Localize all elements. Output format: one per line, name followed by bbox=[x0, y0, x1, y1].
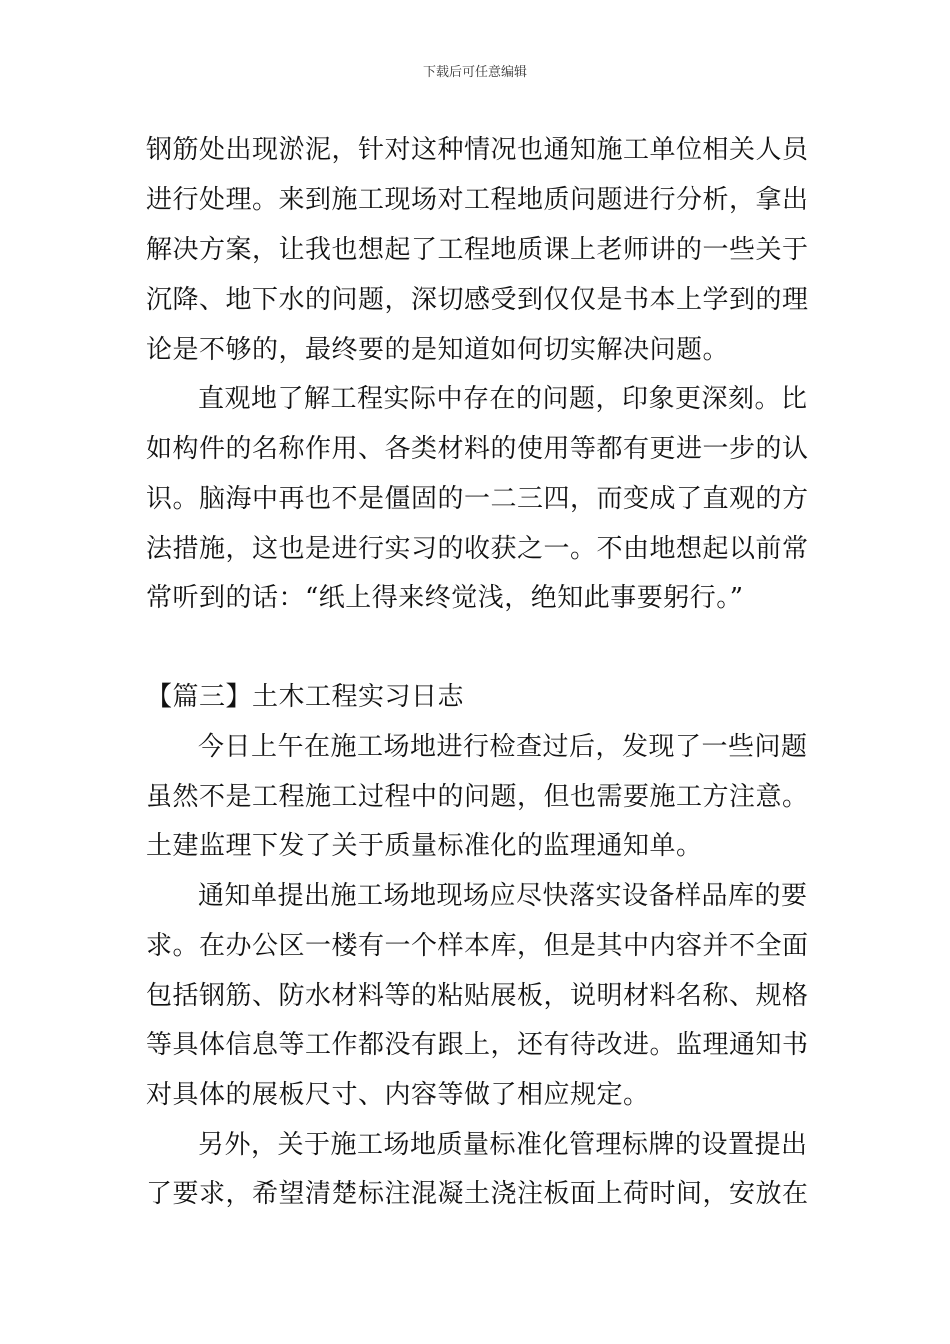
paragraph-line: 另外，关于施工场地质量标准化管理标牌的设置提出 bbox=[198, 1130, 808, 1160]
paragraph-line: 等具体信息等工作都没有跟上，还有待改进。监理通知书 bbox=[146, 1030, 809, 1060]
paragraph-line: 钢筋处出现淤泥，针对这种情况也通知施工单位相关人员 bbox=[146, 135, 809, 165]
paragraph-line: 法措施，这也是进行实习的收获之一。不由地想起以前常 bbox=[146, 534, 809, 564]
paragraph-line: 今日上午在施工场地进行检查过后，发现了一些问题 bbox=[198, 732, 808, 762]
section-heading: 【篇三】土木工程实习日志 bbox=[146, 682, 465, 712]
paragraph-line: 直观地了解工程实际中存在的问题，印象更深刻。比 bbox=[198, 384, 808, 414]
page-header-note: 下载后可任意编辑 bbox=[422, 65, 527, 80]
paragraph-line: 识。脑海中再也不是僵固的一二三四，而变成了直观的方 bbox=[146, 484, 809, 514]
paragraph-line: 进行处理。来到施工现场对工程地质问题进行分析，拿出 bbox=[146, 185, 809, 215]
paragraph-line: 土建监理下发了关于质量标准化的监理通知单。 bbox=[146, 831, 703, 861]
paragraph-line: 如构件的名称作用、各类材料的使用等都有更进一步的认 bbox=[146, 434, 809, 464]
paragraph-line: 通知单提出施工场地现场应尽快落实设备样品库的要 bbox=[198, 881, 808, 911]
paragraph-line: 虽然不是工程施工过程中的问题，但也需要施工方注意。 bbox=[146, 782, 809, 812]
paragraph-line: 常听到的话：“纸上得来终觉浅，绝知此事要躬行。” bbox=[146, 583, 744, 613]
paragraph-line: 了要求，希望清楚标注混凝土浇注板面上荷时间，安放在 bbox=[146, 1179, 809, 1209]
paragraph-line: 解决方案，让我也想起了工程地质课上老师讲的一些关于 bbox=[146, 235, 809, 265]
paragraph-line: 沉降、地下水的问题，深切感受到仅仅是书本上学到的理 bbox=[146, 285, 809, 315]
paragraph-line: 论是不够的，最终要的是知道如何切实解决问题。 bbox=[146, 335, 730, 365]
paragraph-line: 包括钢筋、防水材料等的粘贴展板，说明材料名称、规格 bbox=[146, 981, 809, 1011]
paragraph-line: 对具体的展板尺寸、内容等做了相应规定。 bbox=[146, 1080, 650, 1110]
paragraph-line: 求。在办公区一楼有一个样本库，但是其中内容并不全面 bbox=[146, 931, 809, 961]
